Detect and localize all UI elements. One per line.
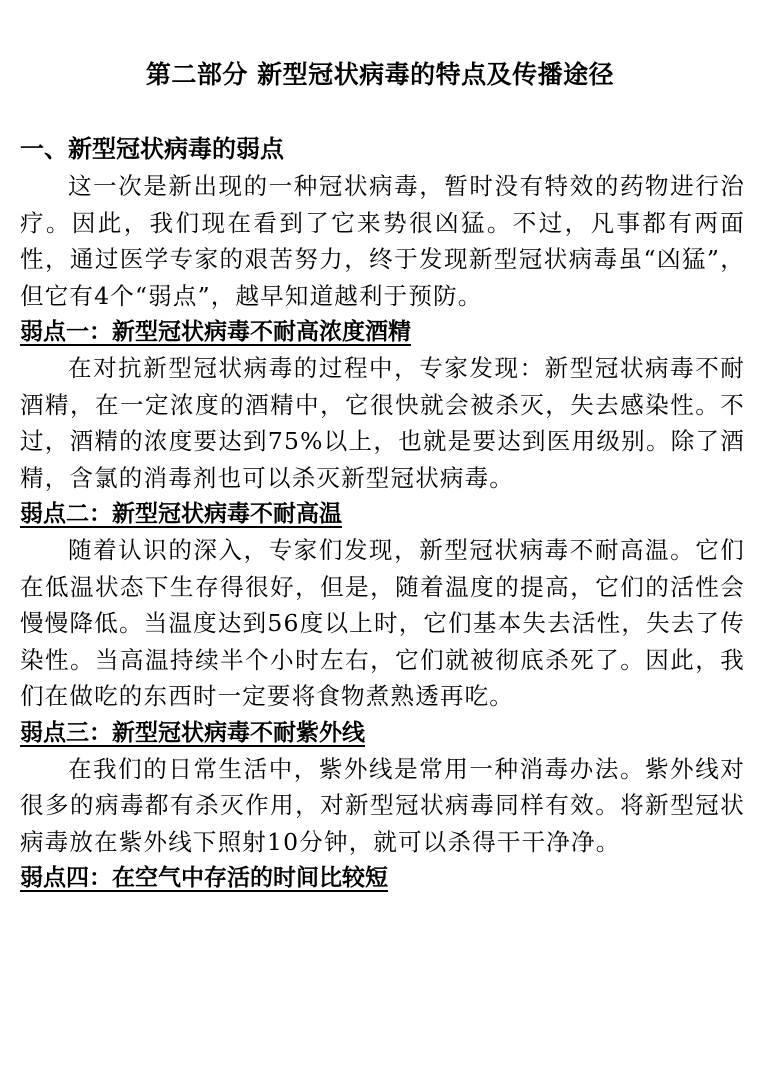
weakness-3-paragraph: 在我们的日常生活中，紫外线是常用一种消毒办法。紫外线对很多的病毒都有杀灭作用，对新型冠状病毒同样有效。将新型冠状病毒放在紫外线下照射10分钟，就可以杀得干干净净。 <box>20 754 745 856</box>
weakness-2-heading: 弱点二：新型冠状病毒不耐高温 <box>20 500 342 527</box>
page-title: 第二部分 新型冠状病毒的特点及传播途径 <box>145 60 615 89</box>
section-intro-paragraph: 这一次是新出现的一种冠状病毒，暂时没有特效的药物进行治疗。因此，我们现在看到了它来势很凶猛。不过，凡事都有两面性，通过医学专家的艰苦努力，终于发现新型冠状病毒虽“凶猛”，但它有4个“弱点”，越早知道越利于预防。 <box>20 172 745 310</box>
weakness-1-heading: 弱点一：新型冠状病毒不耐高浓度酒精 <box>20 318 411 345</box>
weakness-4-heading: 弱点四：在空气中存活的时间比较短 <box>20 864 388 891</box>
document-body <box>20 130 745 896</box>
weakness-3-heading: 弱点三：新型冠状病毒不耐紫外线 <box>20 718 365 746</box>
section-heading: 一、新型冠状病毒的弱点 <box>20 134 284 163</box>
weakness-1-paragraph: 在对抗新型冠状病毒的过程中，专家发现：新型冠状病毒不耐酒精，在一定浓度的酒精中，它很快就会被杀灭，失去感染性。不过，酒精的浓度要达到75%以上，也就是要达到医用级别。除了酒精，含氯的消毒剂也可以杀灭新型冠状病毒。 <box>20 354 745 492</box>
weakness-2-paragraph: 随着认识的深入，专家们发现，新型冠状病毒不耐高温。它们在低温状态下生存得很好，但是，随着温度的提高，它们的活性会慢慢降低。当温度达到56度以上时，它们基本失去活性，失去了传染性。当高温持续半个小时左右，它们就被彻底杀死了。因此，我们在做吃的东西时一定要将食物煮熟透再吃。 <box>20 536 745 710</box>
